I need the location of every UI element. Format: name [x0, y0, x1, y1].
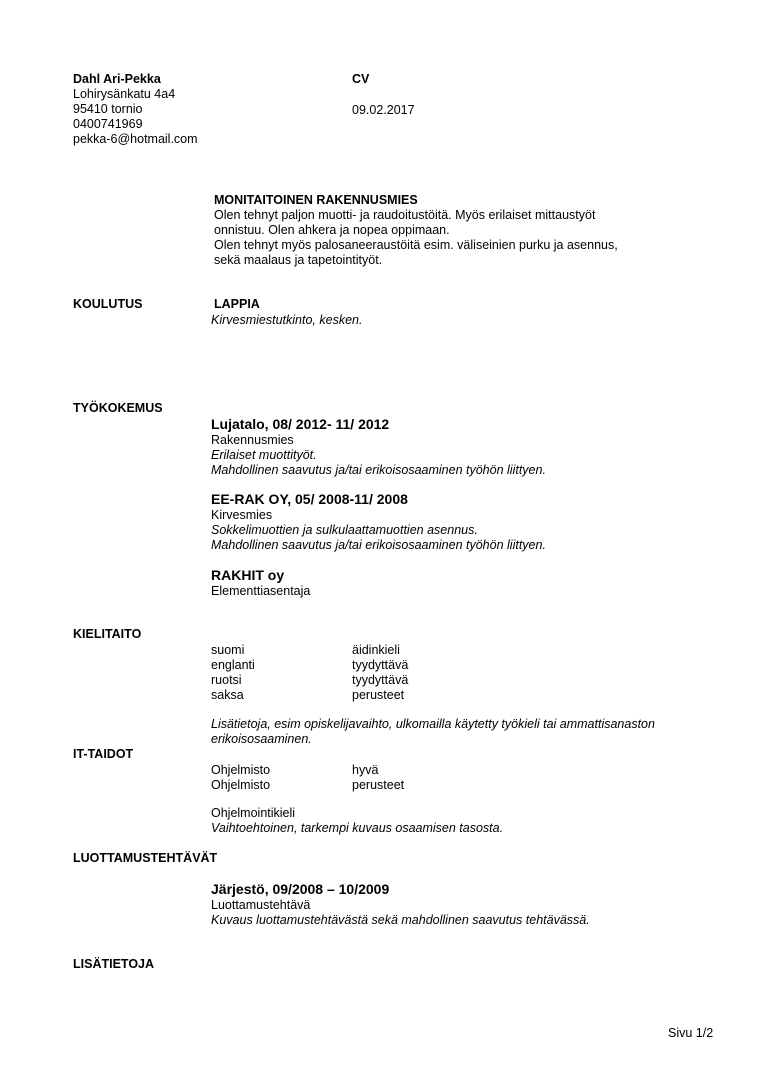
- it-skill-table: [211, 763, 404, 793]
- job-title: Lujatalo, 08/ 2012- 11/ 2012: [211, 416, 390, 432]
- language-name: saksa: [211, 688, 244, 702]
- it-skill-name: Ohjelmisto: [211, 763, 271, 777]
- email: pekka-6@hotmail.com: [73, 132, 198, 146]
- language-level: tyydyttävä: [352, 658, 409, 672]
- job-entry: [211, 567, 310, 599]
- language-name: ruotsi: [211, 673, 242, 687]
- it-skill-row: [211, 763, 404, 778]
- language-row: [211, 688, 408, 703]
- language-level: äidinkieli: [352, 643, 400, 657]
- language-note-line: erikoisosaaminen.: [211, 732, 312, 746]
- person-name: Dahl Ari-Pekka: [73, 72, 161, 86]
- lisatietoja-heading: LISÄTIETOJA: [73, 957, 155, 971]
- document-title: CV: [352, 72, 370, 86]
- tyokokemus-heading: TYÖKOKEMUS: [73, 401, 163, 415]
- contact-block: [73, 72, 198, 147]
- koulutus-heading: KOULUTUS: [73, 297, 143, 311]
- luottamus-title: Järjestö, 09/2008 – 10/2009: [211, 881, 390, 897]
- it-skill-level: hyvä: [352, 763, 379, 777]
- luottamus-desc: Kuvaus luottamustehtävästä sekä mahdollinen saavutus tehtävässä.: [211, 913, 590, 927]
- job-entry: [211, 491, 546, 553]
- programming-label: Ohjelmointikieli: [211, 806, 296, 820]
- it-skill-level: perusteet: [352, 778, 405, 792]
- it-skill-row: [211, 778, 404, 793]
- phone: 0400741969: [73, 117, 143, 131]
- profile-line: Olen tehnyt paljon muotti- ja raudoitustöitä. Myös erilaiset mittaustyöt: [214, 208, 596, 222]
- language-name: englanti: [211, 658, 255, 672]
- luottamus-entry: [211, 881, 590, 928]
- profile-line: sekä maalaus ja tapetointityöt.: [214, 253, 383, 267]
- programming-block: [211, 806, 503, 836]
- document-date: 09.02.2017: [352, 103, 415, 117]
- city: 95410 tornio: [73, 102, 143, 116]
- profile-title: MONITAITOINEN RAKENNUSMIES: [214, 193, 418, 207]
- address: Lohirysänkatu 4a4: [73, 87, 176, 101]
- luottamus-role: Luottamustehtävä: [211, 898, 311, 912]
- language-level: perusteet: [352, 688, 405, 702]
- luottamus-heading: LUOTTAMUSTEHTÄVÄT: [73, 851, 218, 865]
- language-row: [211, 673, 408, 688]
- job-role: Elementtiasentaja: [211, 584, 311, 598]
- language-row: [211, 643, 408, 658]
- it-skill-name: Ohjelmisto: [211, 778, 271, 792]
- profile-section: [214, 193, 618, 268]
- job-title: EE-RAK OY, 05/ 2008-11/ 2008: [211, 491, 408, 507]
- job-note: Mahdollinen saavutus ja/tai erikoisosaaminen työhön liittyen.: [211, 463, 546, 477]
- language-note: [211, 717, 655, 747]
- language-note-line: Lisätietoja, esim opiskelijavaihto, ulkomailla käytetty työkieli tai ammattisanaston: [211, 717, 655, 731]
- language-level: tyydyttävä: [352, 673, 409, 687]
- koulutus-school: LAPPIA: [214, 297, 260, 311]
- job-role: Kirvesmies: [211, 508, 273, 522]
- job-title: RAKHIT oy: [211, 567, 285, 583]
- job-desc: Sokkelimuottien ja sulkulaattamuottien asennus.: [211, 523, 478, 537]
- koulutus-desc: Kirvesmiestutkinto, kesken.: [211, 313, 363, 327]
- programming-desc: Vaihtoehtoinen, tarkempi kuvaus osaamisen tasosta.: [211, 821, 504, 835]
- page-number: Sivu 1/2: [668, 1026, 714, 1040]
- language-name: suomi: [211, 643, 245, 657]
- profile-line: onnistuu. Olen ahkera ja nopea oppimaan.: [214, 223, 450, 237]
- language-row: [211, 658, 408, 673]
- it-taidot-heading: IT-TAIDOT: [73, 747, 134, 761]
- job-role: Rakennusmies: [211, 433, 294, 447]
- profile-line: Olen tehnyt myös palosaneeraustöitä esim. väliseinien purku ja asennus,: [214, 238, 618, 252]
- job-note: Mahdollinen saavutus ja/tai erikoisosaaminen työhön liittyen.: [211, 538, 546, 552]
- job-entry: [211, 416, 546, 478]
- language-table: [211, 643, 408, 703]
- job-desc: Erilaiset muottityöt.: [211, 448, 317, 462]
- kielitaito-heading: KIELITAITO: [73, 627, 142, 641]
